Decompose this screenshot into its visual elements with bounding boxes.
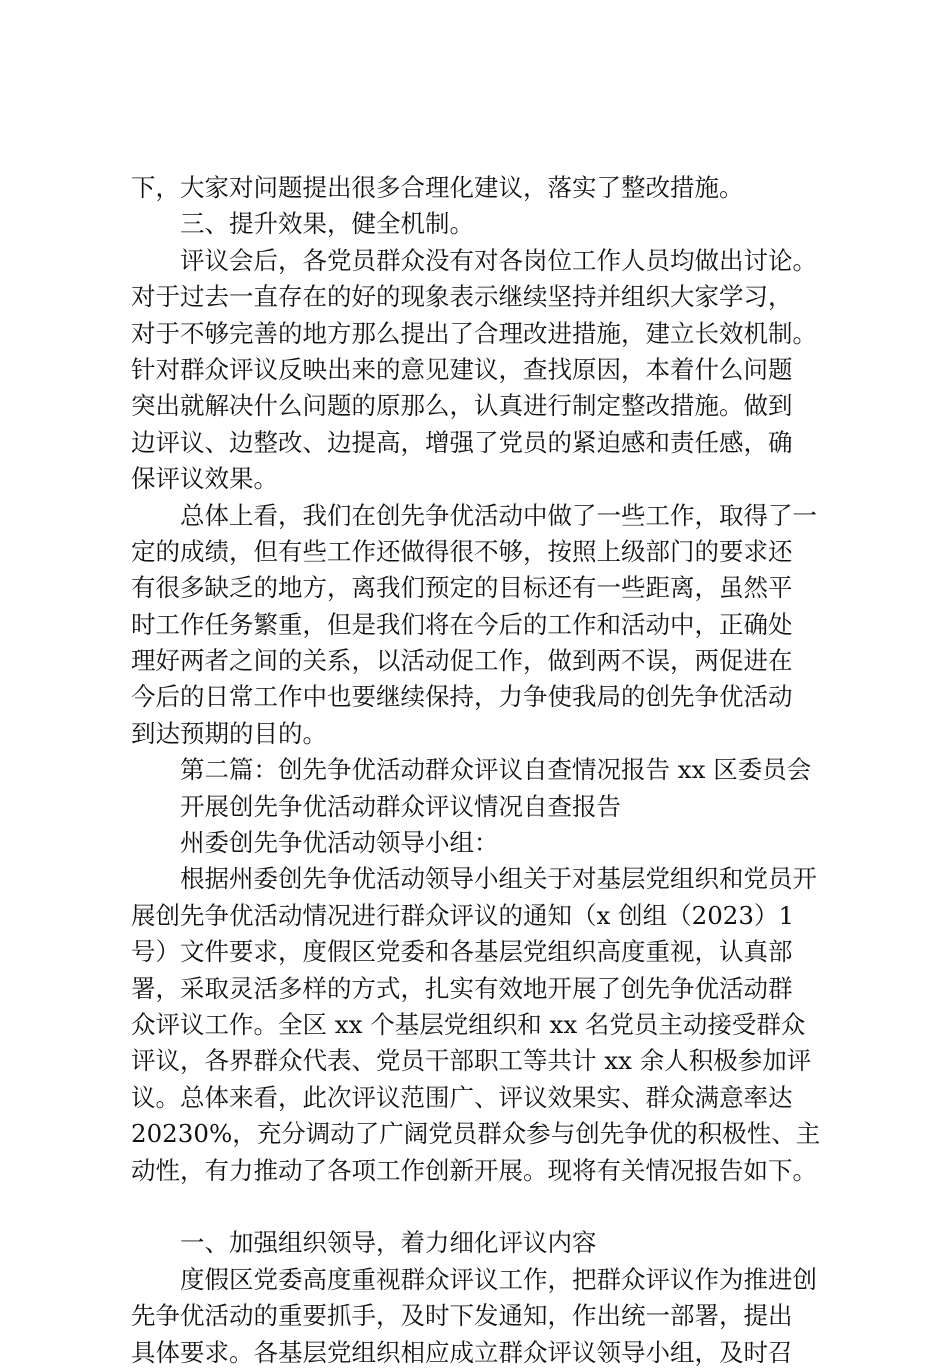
paragraph-line: 根据州委创先争优活动领导小组关于对基层党组织和党员开	[180, 864, 817, 894]
document-body	[131, 170, 851, 1371]
paragraph-line: 度假区党委高度重视群众评议工作，把群众评议作为推进创	[180, 1264, 817, 1294]
paragraph-line: 针对群众评议反映出来的意见建议，查找原因，本着什么问题	[131, 354, 793, 384]
section-heading: 三、提升效果，健全机制。	[180, 209, 474, 239]
paragraph-line: 有很多缺乏的地方，离我们预定的目标还有一些距离，虽然平	[131, 573, 793, 603]
paragraph-line: 评议会后，各党员群众没有对各岗位工作人员均做出讨论。	[180, 245, 817, 275]
addressee: 州委创先争优活动领导小组：	[180, 828, 499, 858]
section-heading: 一、加强组织领导，着力细化评议内容	[180, 1228, 597, 1258]
report-title: 开展创先争优活动群众评议情况自查报告	[180, 791, 621, 821]
paragraph-line: 议。总体来看，此次评议范围广、评议效果实、群众满意率达	[131, 1082, 793, 1112]
paragraph-line: 定的成绩，但有些工作还做得很不够，按照上级部门的要求还	[131, 536, 793, 566]
paragraph-line: 具体要求。各基层党组织相应成立群众评议领导小组，及时召	[131, 1337, 793, 1367]
paragraph-line: 保评议效果。	[131, 464, 278, 494]
paragraph-line: 署，采取灵活多样的方式，扎实有效地开展了创先争优活动群	[131, 973, 793, 1003]
paragraph-line: 动性，有力推动了各项工作创新开展。现将有关情况报告如下。	[131, 1155, 817, 1185]
paragraph-line: 评议，各界群众代表、党员干部职工等共计 xx 余人积极参加评	[131, 1046, 812, 1076]
chapter-title: 第二篇：创先争优活动群众评议自查情况报告 xx 区委员会	[180, 755, 812, 785]
paragraph-line: 时工作任务繁重，但是我们将在今后的工作和活动中，正确处	[131, 609, 793, 639]
paragraph-line: 众评议工作。全区 xx 个基层党组织和 xx 名党员主动接受群众	[131, 1009, 806, 1039]
paragraph-line: 20230%，充分调动了广阔党员群众参与创先争优的积极性、主	[131, 1119, 821, 1149]
paragraph-line: 下，大家对问题提出很多合理化建议，落实了整改措施。	[131, 173, 744, 202]
paragraph-line: 号）文件要求，度假区党委和各基层党组织高度重视，认真部	[131, 937, 793, 967]
paragraph-line: 展创先争优活动情况进行群众评议的通知（x 创组（2023）1	[131, 900, 795, 930]
paragraph-line: 先争优活动的重要抓手，及时下发通知，作出统一部署，提出	[131, 1301, 793, 1331]
paragraph-line: 到达预期的目的。	[131, 718, 327, 748]
paragraph-line: 对于过去一直存在的好的现象表示继续坚持并组织大家学习，	[131, 282, 793, 312]
paragraph-line: 今后的日常工作中也要继续保持，力争使我局的创先争优活动	[131, 682, 793, 712]
paragraph-line: 边评议、边整改、边提高，增强了党员的紧迫感和责任感，确	[131, 427, 793, 457]
paragraph-line: 对于不够完善的地方那么提出了合理改进措施，建立长效机制。	[131, 318, 817, 348]
paragraph-line: 总体上看，我们在创先争优活动中做了一些工作，取得了一	[180, 500, 817, 530]
paragraph-line: 突出就解决什么问题的原那么，认真进行制定整改措施。做到	[131, 391, 793, 421]
paragraph-spacer	[131, 1189, 851, 1225]
paragraph-line: 理好两者之间的关系，以活动促工作，做到两不误，两促进在	[131, 646, 793, 676]
